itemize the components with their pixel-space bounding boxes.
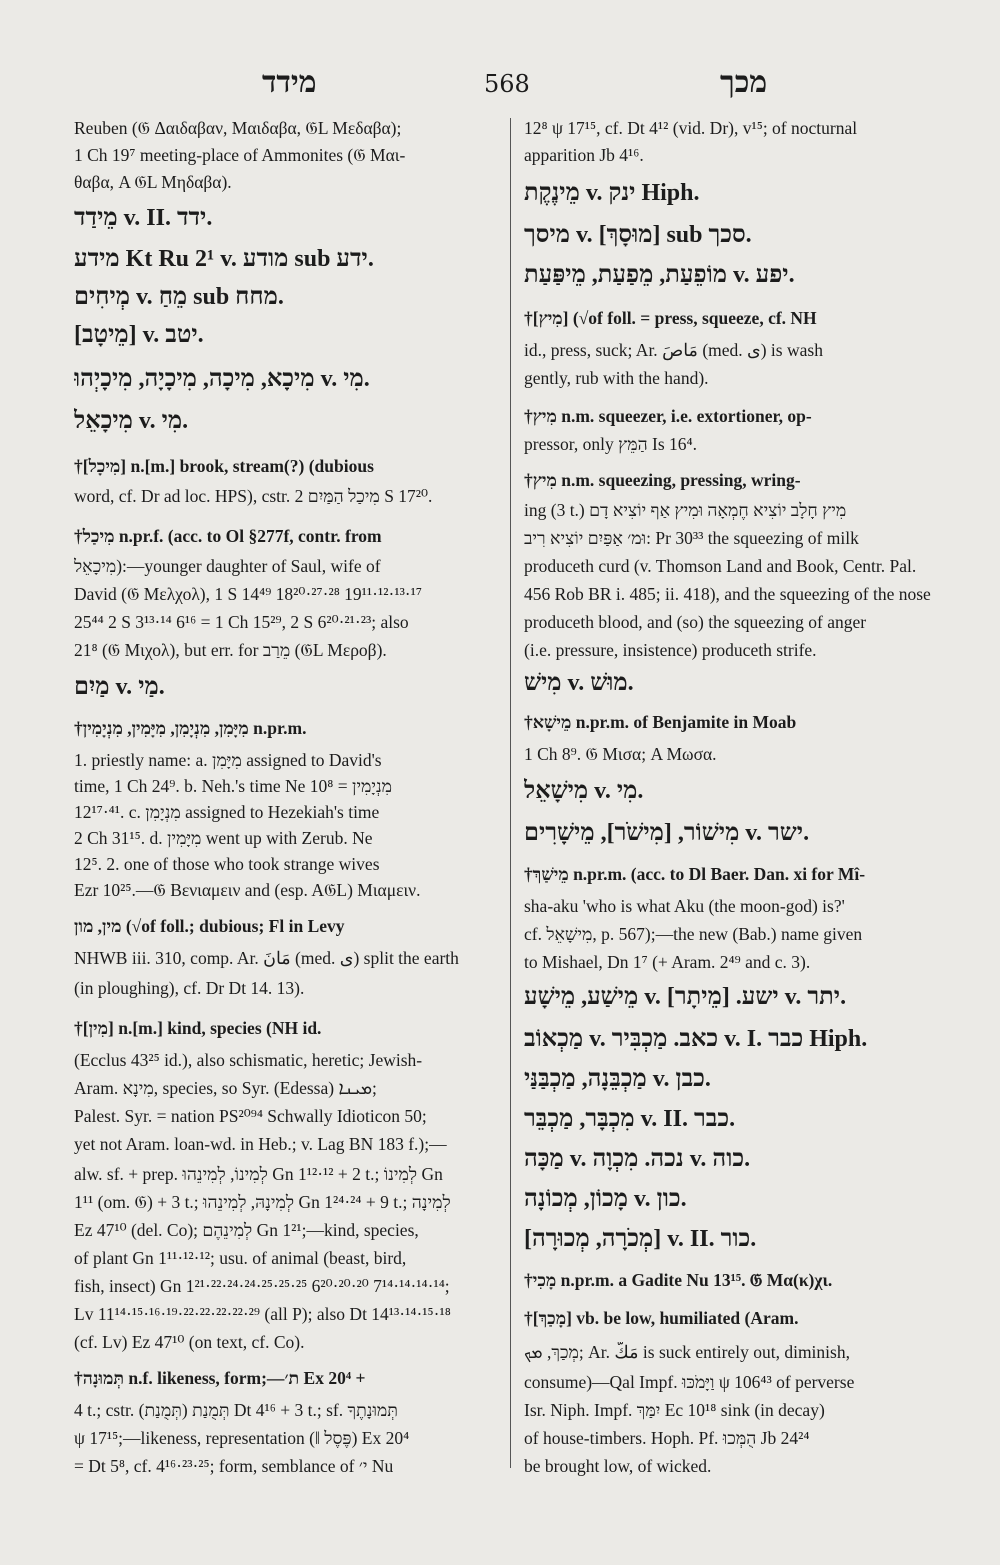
left-column-line: [מֵיטָב] v. יטב.	[74, 322, 204, 348]
left-column-line: word, cf. Dr ad loc. HPS), cstr. מִיכַל הַמַּיִם 2 S 17²⁰.	[74, 486, 433, 506]
right-column-line: †מִיץ n.m. squeezing, pressing, wring-	[524, 470, 801, 490]
left-column-line: ψ 17¹⁵;—likeness, representation (‖ פֶּסֶל) Ex 20⁴	[74, 1428, 410, 1448]
right-column-line: pressor, only הַמֵּץ Is 16⁴.	[524, 434, 698, 454]
right-column-line: sha-aku 'who is what Aku (the moon-god) is?'	[524, 896, 845, 916]
left-column-line: time, 1 Ch 24⁹. b. Neh.'s time Ne 10⁸ = מִנְיָמִין	[74, 776, 393, 796]
page-number: 568	[484, 70, 530, 98]
left-column-line: 12¹⁷·⁴¹. c. מִנְיָמִן assigned to Hezekiah's time	[74, 802, 380, 822]
right-column	[524, 118, 940, 1496]
left-column-line: NHWB iii. 310, comp. Ar. مَانَ (med. ى) split the earth	[74, 948, 459, 968]
right-column-line: מוֹפֵעַת, מֵפַעַת, מֵיפַּעַת v. יפע.	[524, 262, 795, 288]
right-column-line: gently, rub with the hand).	[524, 368, 709, 388]
right-column-line: to Mishael, Dn 1⁷ (+ Aram. 2⁴⁹ and c. 3).	[524, 952, 811, 972]
right-column-line: apparition Jb 4¹⁶.	[524, 145, 644, 165]
left-column-line: θαβα, A 𝔊L Μηδαβα).	[74, 172, 232, 192]
right-column-line: produceth curd (v. Thomson Land and Book, Centr. Pal.	[524, 556, 917, 576]
right-column-line: Isr. Niph. Impf. יִמַּךְ Ec 10¹⁸ sink (in decay)	[524, 1400, 825, 1420]
right-column-line: 456 Rob BR i. 485; ii. 418), and the squeezing of the nose	[524, 584, 931, 604]
left-column-line: Reuben (𝔊 Δαιδαβαν, Μαιδαβα, 𝔊L Μεδαβα);	[74, 118, 402, 138]
right-column-line: id., press, suck; Ar. مَاصَ (med. ى) is wash	[524, 340, 823, 360]
left-column-line: David (𝔊 Μελχολ), 1 S 14⁴⁹ 18²⁰·²⁷·²⁸ 19¹¹·¹²·¹³·¹⁷	[74, 584, 422, 604]
right-column-line: מִישָׁאֵל v. מִי.	[524, 778, 644, 804]
left-column-line: 4 t.; cstr. תְּמֻנַת (תְּמֻנַת) Dt 4¹⁶ + 3 t.; sf. תְּמוּנָתֶךָ	[74, 1400, 398, 1420]
left-column-line: מֵידַד v. II. ידד.	[74, 205, 213, 231]
right-column-line: be brought low, of wicked.	[524, 1456, 712, 1476]
left-column-line: מִיכָא, מִיכָה, מִיכָיָה, מִיכָיְהוּ v. מִי.	[74, 366, 370, 392]
left-column-line: 25⁴⁴ 2 S 3¹³·¹⁴ 6¹⁶ = 1 Ch 15²⁹, 2 S 6²⁰·²¹·²³; also	[74, 612, 409, 632]
right-column-line: 12⁸ ψ 17¹⁵, cf. Dt 4¹² (vid. Dr), v¹⁵; of nocturnal	[524, 118, 858, 138]
running-head-right: מכך	[720, 65, 768, 100]
left-column-line: (Ecclus 43²⁵ id.), also schismatic, heretic; Jewish-	[74, 1050, 423, 1070]
right-column-line: מִישׁ v. מוּשׁ.	[524, 670, 634, 696]
left-column-line: (cf. Lv) Ez 47¹⁰ (on text, cf. Co).	[74, 1332, 305, 1352]
right-column-line: 1 Ch 8⁹. 𝔊 Μισα; A Μωσα.	[524, 744, 717, 764]
left-column-line: מִיכָאֵל):—younger daughter of Saul, wife of	[74, 556, 381, 576]
right-column-line: מָכוֹן, מְכוֹנָה v. כון.	[524, 1186, 687, 1212]
left-column-line: †מִיָּמִן, מִנְיָמִן, מִיָּמִין, מִנְיָמִין n.pr.m.	[74, 718, 307, 738]
left-column-line: מְיחִים v. מֵחַ sub מחח.	[74, 284, 284, 310]
left-column-line: alw. sf. + prep. לְמִינוֹ, לְמִינֵהוּ Gn 1¹²·¹² + 2 t.; לְמִינוֹ Gn	[74, 1164, 443, 1184]
left-column-line: †[מִין] n.[m.] kind, species (NH id.	[74, 1018, 322, 1038]
right-column-line: מִישׁוֹר, [מִישֹׁר], מֵישָׁרִים v. ישר.	[524, 820, 810, 846]
left-column-line: Lv 11¹⁴·¹⁵·¹⁶·¹⁹·²²·²²·²²·²²·²⁹ (all P); also Dt 14¹³·¹⁴·¹⁵·¹⁸	[74, 1304, 451, 1324]
left-column-line: 1. priestly name: a. מִיָּמִן assigned to David's	[74, 750, 382, 770]
left-column-line: 2 Ch 31¹⁵. d. מִיָּמִין went up with Zerub. Ne	[74, 828, 373, 848]
right-column-line: (i.e. pressure, insistence) produceth strife.	[524, 640, 817, 660]
left-column-line: †[מִיכָל] n.[m.] brook, stream(?) (dubious	[74, 456, 374, 476]
right-column-line: produceth blood, and (so) the squeezing of anger	[524, 612, 867, 632]
right-column-line: †[מָכַךְ] vb. be low, humiliated (Aram.	[524, 1308, 799, 1328]
left-column-line: Palest. Syr. = nation PS²⁰⁹⁴ Schwally Idioticon 50;	[74, 1106, 427, 1126]
right-column-line: †[מִיץ] (√of foll. = press, squeeze, cf. NH	[524, 308, 817, 328]
right-column-line: וּמ׳ אַפַּיִם יוֹצִיא רִיב: Pr 30³³ the squeezing of milk	[524, 528, 859, 548]
right-column-line: †מִיץ n.m. squeezer, i.e. extortioner, op-	[524, 406, 812, 426]
left-column-line: מידע Kt Ru 2¹ v. מודע sub ידע.	[74, 246, 374, 272]
left-column-line: Ez 47¹⁰ (del. Co); לְמִינֵהֶם Gn 1²¹;—kind, species,	[74, 1220, 419, 1240]
right-column-line: consume)—Qal Impf. וַיָּמֹכּוּ ψ 106⁴³ of perverse	[524, 1372, 855, 1392]
right-column-line: ing (3 t.) מִיץ חָלָב יוֹצִיא חֶמְאָה וּמִיץ אַף יוֹצִיא דָם	[524, 500, 847, 520]
column-divider	[510, 118, 511, 1468]
left-column-line: מִיכָאֵל v. מִי.	[74, 408, 189, 434]
right-column-line: †מֵישַׁךְ n.pr.m. (acc. to Dl Baer. Dan. xi for Mî-	[524, 864, 866, 884]
right-column-line: of house-timbers. Hoph. Pf. הֻמְּכוּ Jb 24²⁴	[524, 1428, 810, 1448]
left-column-line: = Dt 5⁸, cf. 4¹⁶·²³·²⁵; form, semblance of י׳ Nu	[74, 1456, 394, 1476]
left-column-line: מַיִם v. מַי.	[74, 674, 165, 700]
right-column-line: מֵישַׁע, מֵישָׁע v. ישע. [מֵיתָר] v. יתר.	[524, 984, 847, 1010]
left-column-line: Ezr 10²⁵.—𝔊 Βενιαμειν and (esp. A𝔊L) Μιαμειν.	[74, 880, 421, 900]
left-column-line: fish, insect) Gn 1²¹·²²·²⁴·²⁴·²⁵·²⁵·²⁵ 6²⁰·²⁰·²⁰ 7¹⁴·¹⁴·¹⁴·¹⁴;	[74, 1276, 450, 1296]
right-column-line: מַכָּה v. נכה. מִכְוָה v. כוה.	[524, 1146, 751, 1172]
left-column-line: (in ploughing), cf. Dr Dt 14. 13).	[74, 978, 305, 998]
right-column-line: מיסך v. [מוּסָךְ] sub סכך.	[524, 222, 752, 248]
left-column-line: 1 Ch 19⁷ meeting-place of Ammonites (𝔊 Μαι-	[74, 145, 406, 165]
left-column-line: Aram. מִינָא, species, so Syr. (Edessa) ܡܝܢܐ;	[74, 1078, 377, 1098]
left-column-line: yet not Aram. loan-wd. in Heb.; v. Lag BN 183 f.);—	[74, 1134, 447, 1154]
right-column-line: cf. מִישָׁאֵל, p. 567);—the new (Bab.) name given	[524, 924, 863, 944]
left-column-line: †תְּמוּנָה n.f. likeness, form;—ת׳ Ex 20⁴ +	[74, 1368, 366, 1388]
left-column-line: 1¹¹ (om. 𝔊) + 3 t.; לְמִינָהּ, לְמִינֵהוּ Gn 1²⁴·²⁴ + 9 t.; לְמִינָה	[74, 1192, 451, 1212]
right-column-line: מְכַךְ, ܡܟ; Ar. مَكَّ is suck entirely out, diminish,	[524, 1342, 850, 1362]
right-column-line: †מֵישָׁא n.pr.m. of Benjamite in Moab	[524, 712, 797, 732]
running-head-left: מידד	[262, 65, 317, 100]
right-column-line: מִכְבָּר, מַכְבֵּר v. II. כבר.	[524, 1106, 736, 1132]
right-column-line: מַכְאוֹב v. כאב. מַכְבִּיר v. I. כבר Hiph.	[524, 1026, 868, 1052]
left-column-line: †מִיכַל n.pr.f. (acc. to Ol §277f, contr. from	[74, 526, 382, 546]
right-column-line: מַכְבֵּנָה, מַכְבַּנַּי v. כבן.	[524, 1066, 711, 1092]
right-column-line: [מְכֹרָה, מְכוּרָה] v. II. כור.	[524, 1226, 757, 1252]
left-column-line: of plant Gn 1¹¹·¹²·¹²; usu. of animal (beast, bird,	[74, 1248, 407, 1268]
right-column-line: †מָכִי n.pr.m. a Gadite Nu 13¹⁵. 𝔊 Μα(κ)χι.	[524, 1270, 833, 1290]
left-column-line: מין, מון (√of foll.; dubious; Fl in Levy	[74, 916, 345, 936]
left-column-line: 21⁸ (𝔊 Μιχολ), but err. for מֵרַב (𝔊L Μεροβ).	[74, 640, 387, 660]
right-column-line: מֵינֶקֶת v. ינק Hiph.	[524, 180, 700, 206]
left-column-line: 12⁵. 2. one of those who took strange wives	[74, 854, 380, 874]
left-column	[74, 118, 496, 1496]
